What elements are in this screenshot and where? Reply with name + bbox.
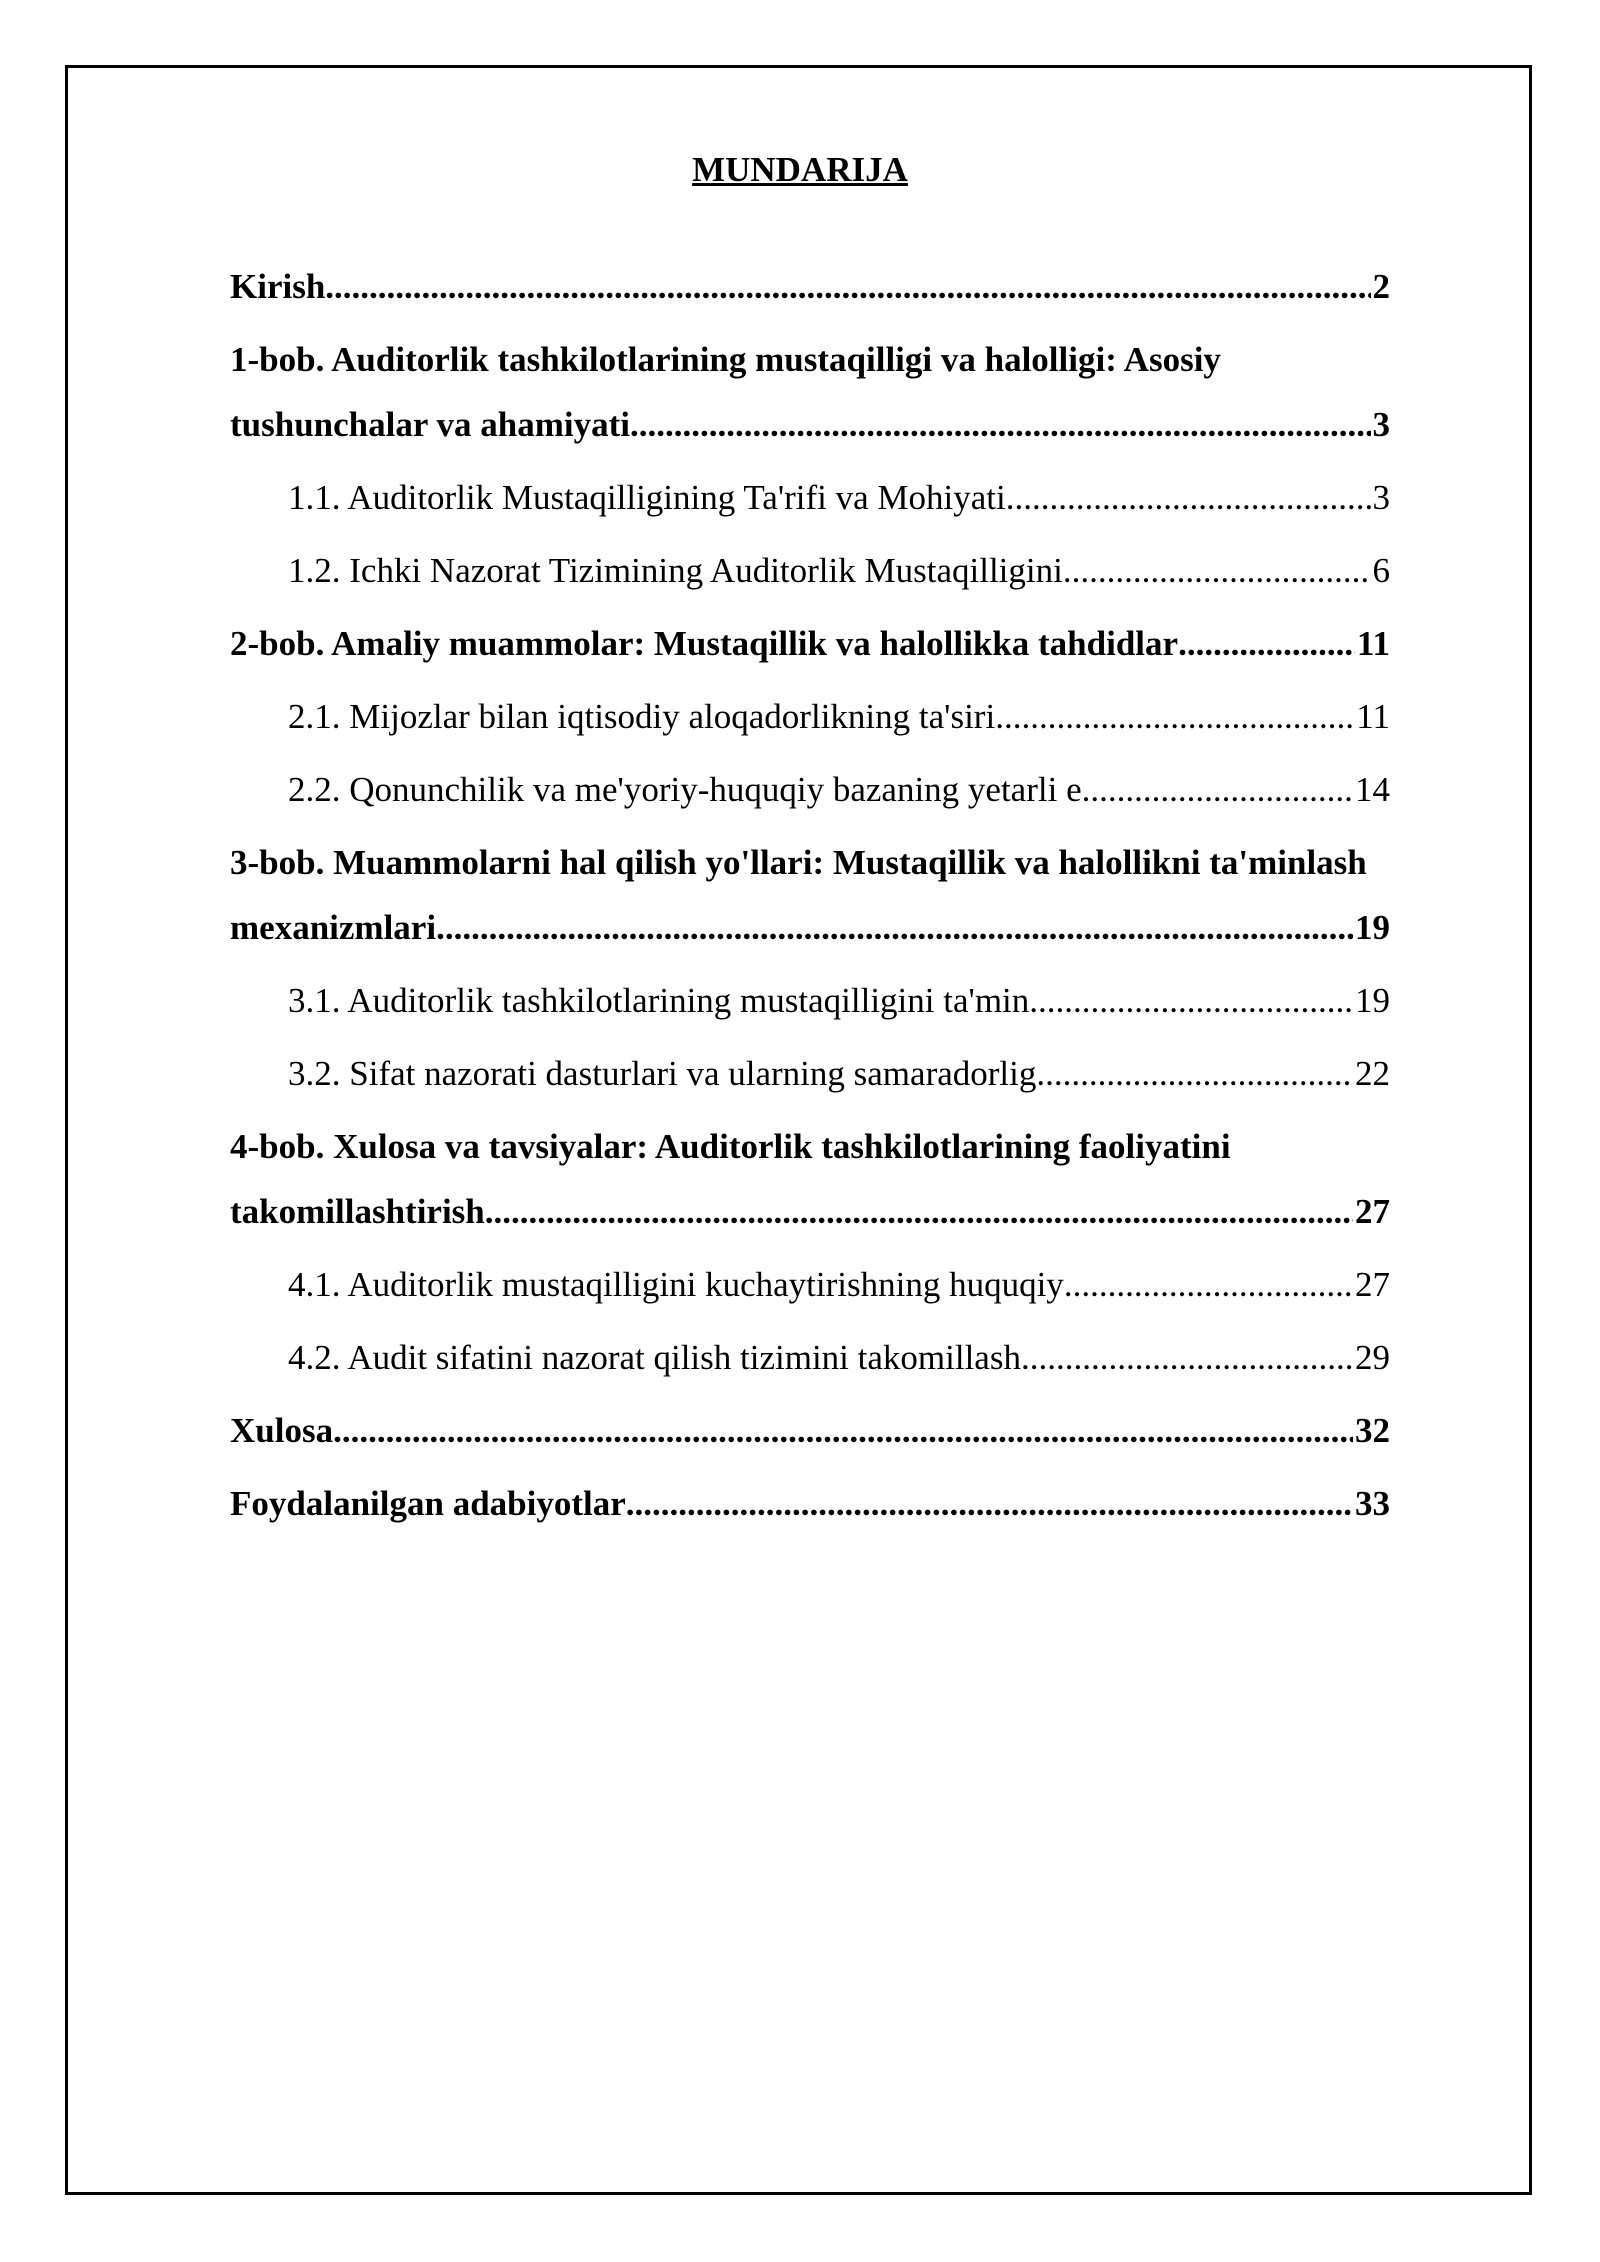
toc-entry-3-1[interactable] xyxy=(230,976,1390,1049)
dot-leader xyxy=(1029,976,1353,1026)
dot-leader xyxy=(630,400,1371,450)
toc-entry-label-line1: 4-bob. Xulosa va tavsiyalar: Auditorlik tashkilotlarining faoliyatini xyxy=(230,1127,1231,1166)
toc-entry-label-line1: 1-bob. Auditorlik tashkilotlarining mustaqilligi va halolligi: Asosiy xyxy=(230,340,1221,379)
toc-entry-label: Foydalanilgan adabiyotlar xyxy=(230,1484,626,1523)
toc-entry-references[interactable] xyxy=(230,1479,1390,1552)
toc-entry-kirish[interactable] xyxy=(230,262,1390,335)
toc-page-number: 32 xyxy=(1355,1411,1390,1450)
dot-leader xyxy=(1021,1333,1353,1383)
toc-entry-label: 3.1. Auditorlik tashkilotlarining mustaqilligini ta'min xyxy=(288,981,1030,1020)
toc-entry-4-1[interactable] xyxy=(230,1260,1390,1333)
toc-entry-chapter-2[interactable] xyxy=(230,619,1390,692)
toc-page-number: 19 xyxy=(1355,908,1390,947)
toc-page-number: 19 xyxy=(1355,981,1390,1020)
toc-page-number: 22 xyxy=(1355,1054,1390,1093)
toc-page-number: 27 xyxy=(1355,1265,1390,1304)
toc-entry-chapter-4[interactable] xyxy=(230,1122,1390,1237)
toc-entry-label: 3.2. Sifat nazorati dasturlari va ularning samaradorlig xyxy=(288,1054,1037,1093)
table-of-contents xyxy=(230,262,1390,1552)
dot-leader xyxy=(1036,1049,1353,1099)
toc-entry-2-2[interactable] xyxy=(230,765,1390,838)
toc-entry-3-2[interactable] xyxy=(230,1049,1390,1122)
toc-entry-chapter-1[interactable] xyxy=(230,335,1390,450)
dot-leader xyxy=(626,1479,1353,1529)
toc-entry-xulosa[interactable] xyxy=(230,1406,1390,1479)
toc-entry-label: 2-bob. Amaliy muammolar: Mustaqillik va halollikka tahdidlar xyxy=(230,624,1179,663)
toc-entry-label: 2.1. Mijozlar bilan iqtisodiy aloqadorlikning ta'siri xyxy=(288,697,996,736)
toc-entry-label: Kirish xyxy=(230,267,326,306)
toc-entry-label: 4.1. Auditorlik mustaqilligini kuchaytirishning huquqiy xyxy=(288,1265,1064,1304)
toc-entry-label: Xulosa xyxy=(230,1411,334,1450)
toc-title: MUNDARIJA xyxy=(692,150,908,189)
toc-entry-1-1[interactable] xyxy=(230,473,1390,546)
toc-page-number: 3 xyxy=(1372,405,1390,444)
dot-leader xyxy=(485,1187,1353,1237)
toc-page-number: 2 xyxy=(1372,267,1390,306)
dot-leader xyxy=(995,692,1354,742)
dot-leader xyxy=(1082,765,1353,815)
toc-page-number: 3 xyxy=(1372,478,1390,517)
toc-entry-label: mexanizmlari xyxy=(230,908,437,947)
dot-leader xyxy=(436,903,1353,953)
dot-leader xyxy=(1178,619,1355,669)
toc-page-number: 11 xyxy=(1356,697,1390,736)
toc-entry-label: 4.2. Audit sifatini nazorat qilish tizimini takomillash xyxy=(288,1338,1021,1377)
toc-entry-2-1[interactable] xyxy=(230,692,1390,765)
toc-entry-4-2[interactable] xyxy=(230,1333,1390,1406)
toc-entry-chapter-3[interactable] xyxy=(230,838,1390,953)
toc-entry-label: 1.1. Auditorlik Mustaqilligining Ta'rifi va Mohiyati xyxy=(288,478,1006,517)
dot-leader xyxy=(1064,1260,1353,1310)
toc-page-number: 6 xyxy=(1372,551,1390,590)
dot-leader xyxy=(1006,473,1371,523)
dot-leader xyxy=(333,1406,1353,1456)
toc-page-number: 29 xyxy=(1355,1338,1390,1377)
toc-page-number: 27 xyxy=(1355,1192,1390,1231)
toc-entry-1-2[interactable] xyxy=(230,546,1390,619)
toc-entry-label: 2.2. Qonunchilik va me'yoriy-huquqiy bazaning yetarli e xyxy=(288,770,1082,809)
toc-page-number: 14 xyxy=(1355,770,1390,809)
toc-entry-label: takomillashtirish xyxy=(230,1192,485,1231)
dot-leader xyxy=(325,262,1370,312)
toc-entry-label: tushunchalar va ahamiyati xyxy=(230,405,630,444)
toc-page-number: 11 xyxy=(1356,624,1390,663)
toc-entry-label: 1.2. Ichki Nazorat Tizimining Auditorlik Mustaqilligini xyxy=(288,551,1063,590)
toc-entry-label-line1: 3-bob. Muammolarni hal qilish yo'llari: Mustaqillik va halollikni ta'minlash xyxy=(230,843,1367,882)
dot-leader xyxy=(1063,546,1371,596)
toc-page-number: 33 xyxy=(1355,1484,1390,1523)
